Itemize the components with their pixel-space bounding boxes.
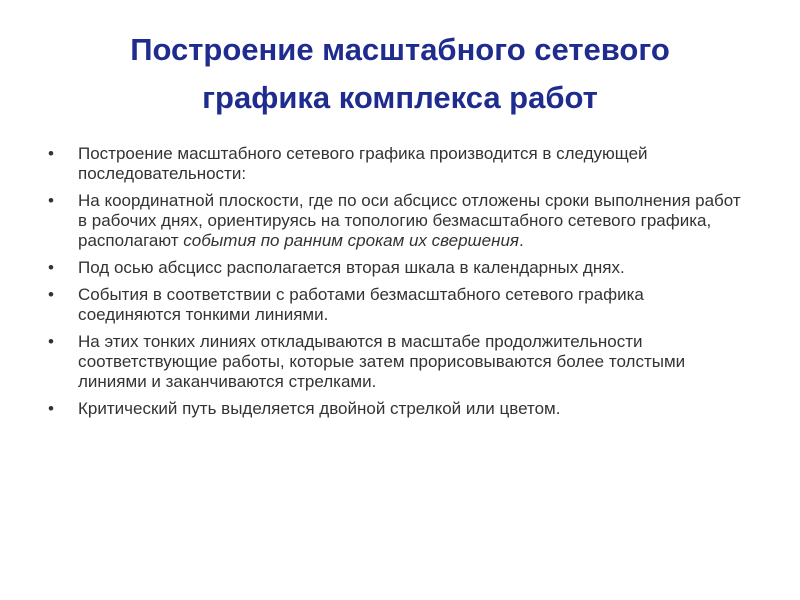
bullet-text: Под осью абсцисс располагается вторая шкала в календарных днях.	[78, 258, 625, 277]
list-item	[48, 399, 748, 419]
bullet-icon: •	[48, 144, 54, 163]
slide-title	[40, 26, 760, 122]
bullet-text-italic: события по ранним срокам их свершения	[183, 231, 519, 250]
bullet-text-end: .	[519, 231, 524, 250]
slide-title-line-1: Построение масштабного сетевого	[130, 32, 670, 67]
list-item	[48, 285, 748, 325]
bullet-icon: •	[48, 285, 54, 304]
list-item	[48, 144, 748, 184]
list-item	[48, 191, 748, 251]
bullet-text: Критический путь выделяется двойной стрелкой или цветом.	[78, 399, 561, 418]
list-item	[48, 258, 748, 278]
bullet-icon: •	[48, 258, 54, 277]
bullet-icon: •	[48, 399, 54, 418]
bullet-icon: •	[48, 332, 54, 351]
bullet-text: На этих тонких линиях откладываются в масштабе продолжительности соответствующие работы, которые затем прорисовываются более толстыми линиями и заканчиваются стрелками.	[78, 332, 686, 391]
list-item	[48, 332, 748, 392]
bullet-list	[48, 144, 748, 426]
bullet-text: На координатной плоскости, где по оси абсцисс отложены сроки выполнения работ в рабочих днях, ориентируясь на топологию безмасштабного сетевого графика, располагают	[78, 191, 741, 250]
bullet-text: Построение масштабного сетевого графика производится в следующей последовательности:	[78, 144, 648, 183]
bullet-text: События в соответствии с работами безмасштабного сетевого графика соединяются тонкими линиями.	[78, 285, 644, 324]
slide-title-line-2: графика комплекса работ	[202, 80, 598, 115]
bullet-icon: •	[48, 191, 54, 210]
